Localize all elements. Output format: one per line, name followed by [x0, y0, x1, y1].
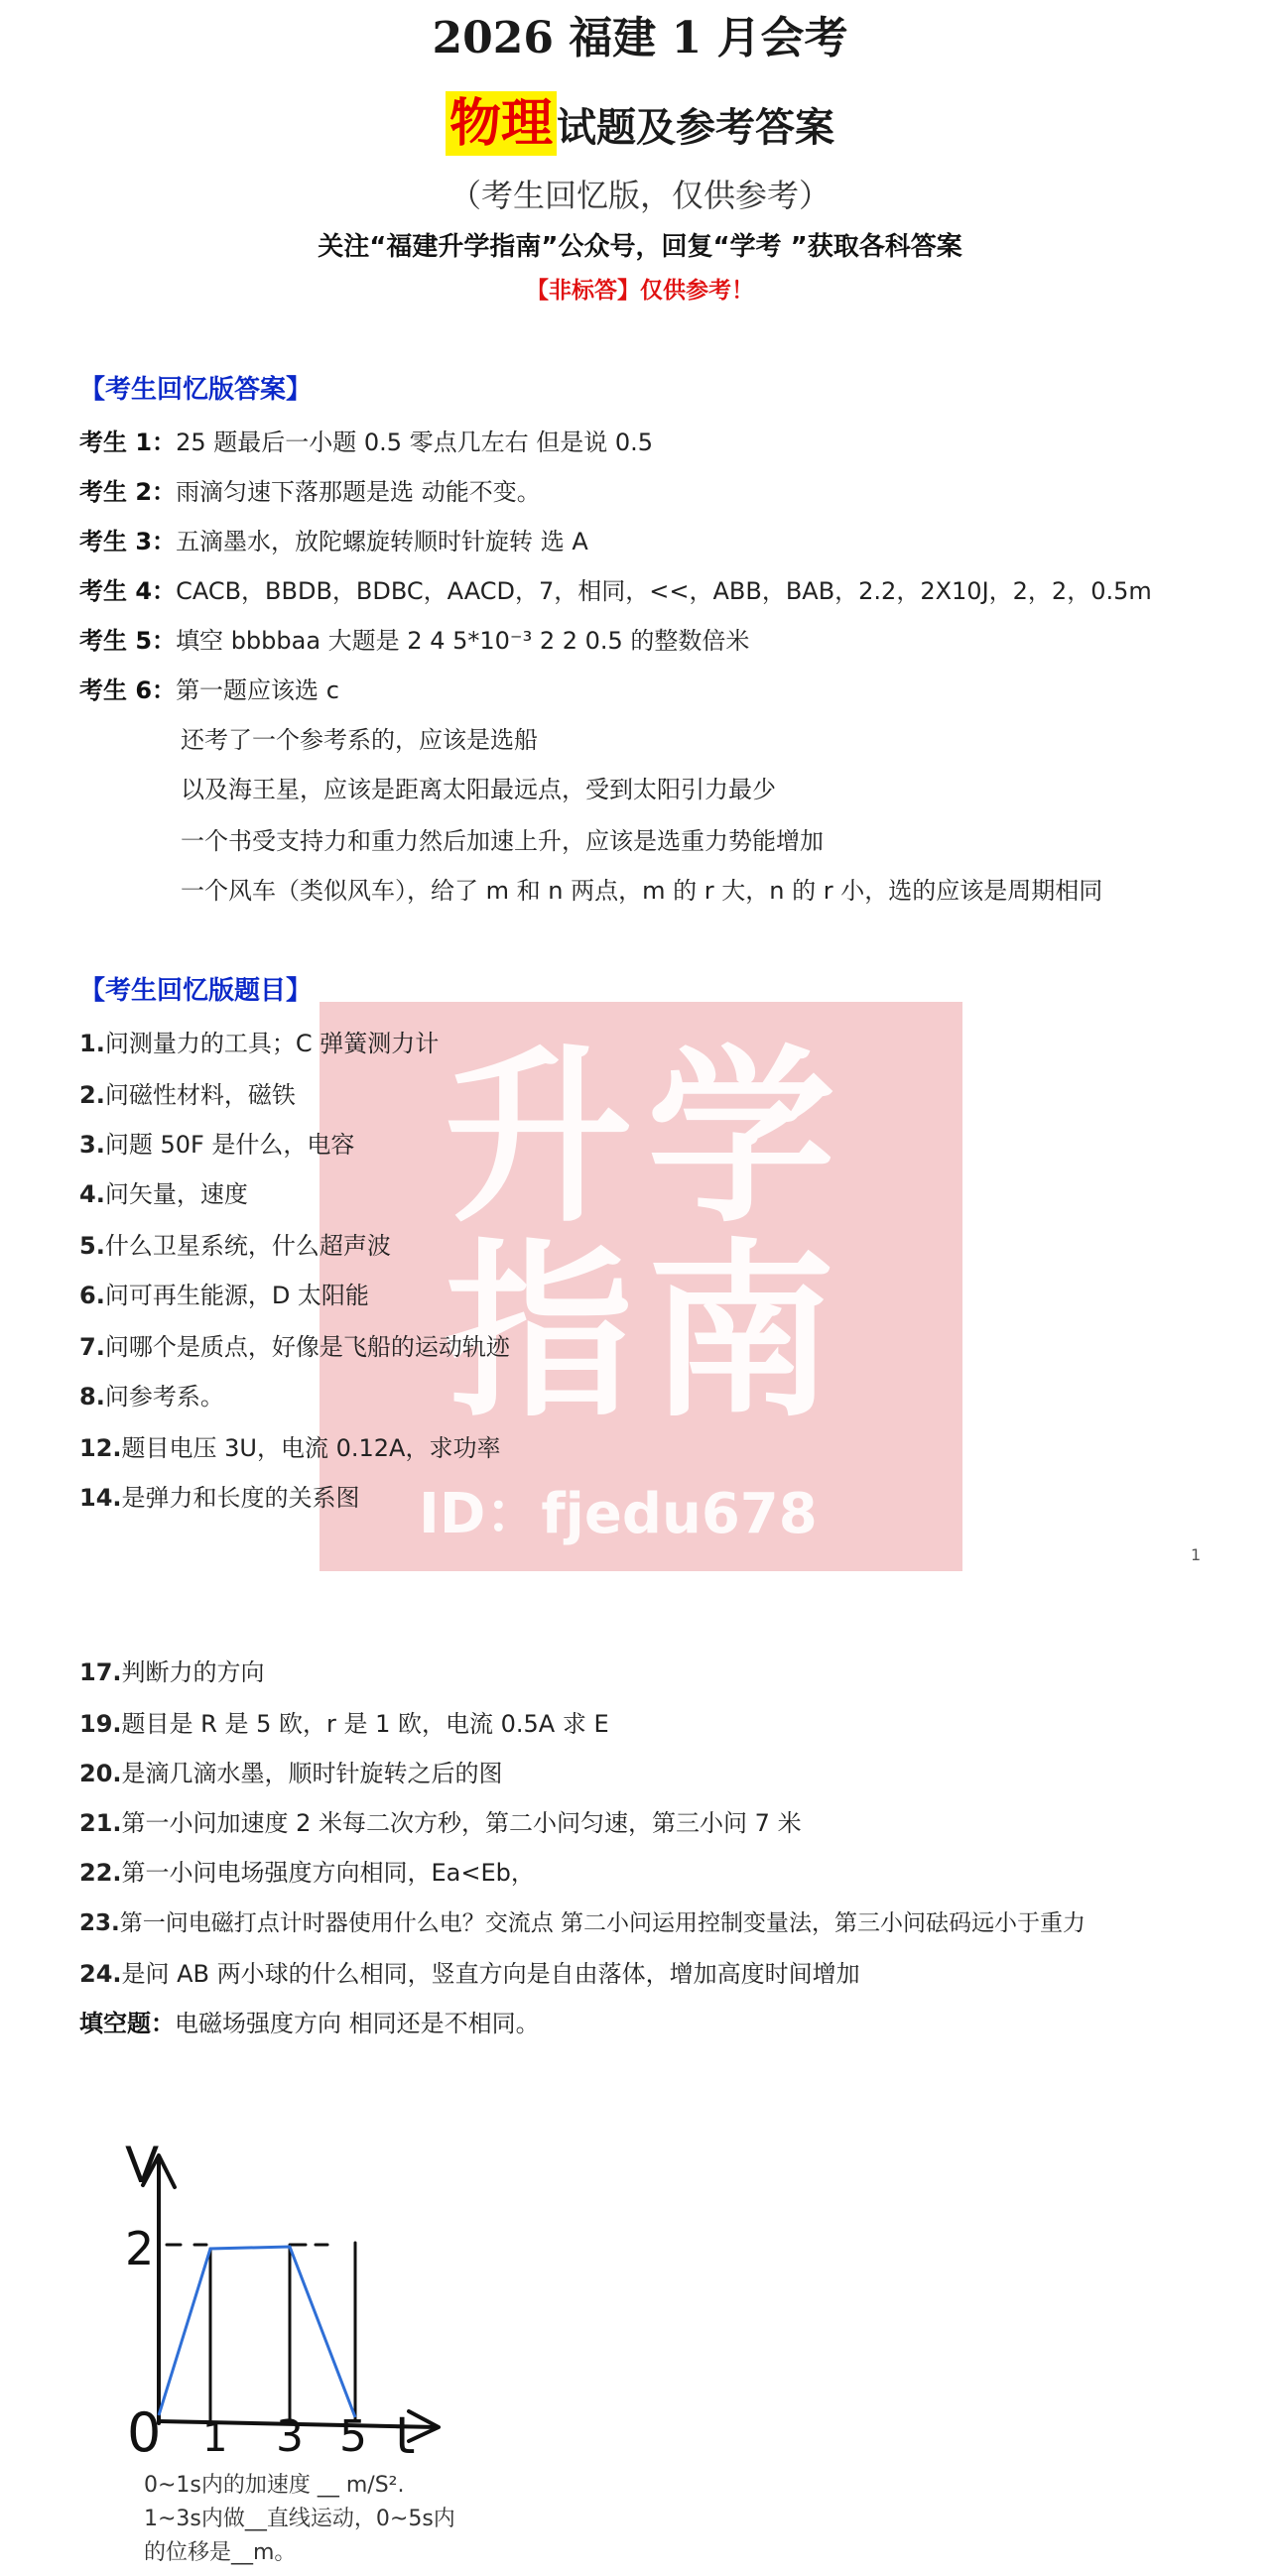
- question-number: 21.: [79, 1809, 122, 1837]
- question-text: 是滴几滴水墨，顺时针旋转之后的图: [121, 1760, 503, 1787]
- follow-note: 关注“福建升学指南”公众号，回复“学考 ”获取各科答案: [318, 232, 962, 262]
- answer-label: 考生 3：: [79, 528, 177, 555]
- question-text: 问磁性材料，磁铁: [104, 1081, 296, 1109]
- question-text: 题目电压 3U，电流 0.12A，求功率: [121, 1434, 501, 1462]
- question-text: 什么卫星系统，什么超声波: [104, 1232, 391, 1260]
- answer-text: 五滴墨水，放陀螺旋转顺时针旋转 选 A: [176, 528, 588, 555]
- answer-extra-line: 以及海王星，应该是距离太阳最远点，受到太阳引力最少: [181, 776, 776, 803]
- question-item: [79, 1428, 500, 1463]
- question-item: [79, 1478, 360, 1513]
- question-number: 6.: [79, 1282, 105, 1309]
- graph-caption-line: 1~3s内做__直线运动，0~5s内: [144, 2507, 455, 2531]
- question-text: 问测量力的工具；C 弹簧测力计: [104, 1030, 440, 1057]
- answer-text: 25 题最后一小题 0.5 零点几左右 但是说 0.5: [176, 429, 654, 456]
- x-tick-label: 1: [202, 2415, 228, 2455]
- y-axis-label: V: [125, 2138, 160, 2194]
- velocity-line: [159, 2247, 355, 2417]
- question-text: 判断力的方向: [121, 1658, 265, 1686]
- subtitle-rest: 试题及参考答案: [557, 104, 834, 151]
- answer-extra-line: 一个书受支持力和重力然后加速上升，应该是选重力势能增加: [181, 827, 824, 855]
- question-item: [79, 1904, 1086, 1937]
- answer-label: 考生 6：: [79, 676, 177, 704]
- question-text: 问哪个是质点，好像是飞船的运动轨迹: [104, 1333, 510, 1361]
- answers-heading: 【考生回忆版答案】: [79, 375, 313, 405]
- question-text: 问参考系。: [104, 1383, 224, 1411]
- answer-item: [79, 571, 1152, 606]
- answer-item: [79, 472, 541, 507]
- question-item: [79, 1174, 248, 1209]
- subject-highlight: 物理: [446, 91, 557, 156]
- question-text: 题目是 R 是 5 欧，r 是 1 欧，电流 0.5A 求 E: [121, 1710, 609, 1738]
- answer-item: [79, 423, 653, 457]
- x-axis-label: t: [395, 2406, 416, 2455]
- x-tick-label: 3: [276, 2411, 304, 2455]
- question-number: 5.: [79, 1232, 105, 1260]
- question-number: 24.: [79, 1960, 122, 1988]
- watermark: [320, 1002, 962, 1571]
- question-item: [79, 1125, 354, 1160]
- question-number: 23.: [79, 1910, 120, 1936]
- question-text: 第一小问电场强度方向相同，Ea<Eb，: [121, 1859, 535, 1887]
- question-text: 是问 AB 两小球的什么相同，竖直方向是自由落体，增加高度时间增加: [121, 1960, 860, 1988]
- recall-note: （考生回忆版，仅供参考）: [448, 177, 831, 214]
- question-text: 问可再生能源，D 太阳能: [104, 1282, 369, 1309]
- question-item: [79, 1377, 224, 1411]
- question-text: 问题 50F 是什么，电容: [104, 1131, 355, 1159]
- question-item: [79, 1024, 439, 1058]
- question-number: 3.: [79, 1131, 105, 1159]
- question-text: 第一问电磁打点计时器使用什么电？交流点 第二小问运用控制变量法，第三小问砝码远小于重力: [119, 1910, 1087, 1936]
- origin-label: 0: [127, 2401, 162, 2455]
- answer-extra-line: 还考了一个参考系的，应该是选船: [181, 726, 538, 754]
- question-number: 7.: [79, 1333, 105, 1361]
- question-item: [79, 1327, 510, 1362]
- answer-text: 填空 bbbbaa 大题是 2 4 5*10⁻³ 2 2 0.5 的整数倍米: [176, 627, 750, 655]
- answer-text: 雨滴匀速下落那题是选 动能不变。: [176, 478, 541, 506]
- question-text: 问矢量，速度: [104, 1180, 248, 1208]
- watermark-id: ID：fjedu678: [419, 1482, 818, 1546]
- fill-blank-label: 填空题：: [79, 2010, 175, 2037]
- fill-blank-item: [79, 2004, 540, 2038]
- answer-label: 考生 2：: [79, 478, 177, 506]
- question-item: [79, 1704, 609, 1739]
- question-item: [79, 1954, 860, 1989]
- graph-caption-line: 0~1s内的加速度 __ m/S².: [144, 2473, 405, 2498]
- disclaimer: 【非标答】仅供参考！: [526, 278, 754, 304]
- question-number: 1.: [79, 1030, 105, 1057]
- answer-label: 考生 4：: [79, 577, 177, 605]
- answer-text: 第一题应该选 c: [176, 676, 339, 704]
- question-item: [79, 1075, 296, 1110]
- answer-label: 考生 1：: [79, 429, 177, 456]
- page-number: 1: [1191, 1545, 1202, 1564]
- question-item: [79, 1754, 503, 1788]
- question-number: 17.: [79, 1658, 122, 1686]
- questions-heading: 【考生回忆版题目】: [79, 976, 313, 1006]
- question-item: [79, 1226, 391, 1261]
- page-title: 2026 福建 1 月会考: [432, 13, 848, 63]
- answer-item: [79, 671, 339, 705]
- watermark-logo-text: 升学指南: [444, 1029, 849, 1442]
- question-item: [79, 1853, 535, 1888]
- question-number: 4.: [79, 1180, 105, 1208]
- question-number: 14.: [79, 1484, 122, 1512]
- question-number: 12.: [79, 1434, 122, 1462]
- answer-item: [79, 522, 588, 556]
- fill-blank-text: 电磁场强度方向 相同还是不相同。: [175, 2010, 540, 2037]
- question-number: 19.: [79, 1710, 122, 1738]
- question-number: 2.: [79, 1081, 105, 1109]
- answer-text: CACB，BBDB，BDBC，AACD，7，相同，<<，ABB，BAB，2.2，2X10J，2，2，0.5m: [176, 577, 1152, 605]
- question-number: 20.: [79, 1760, 122, 1787]
- question-item: [79, 1803, 802, 1838]
- question-number: 8.: [79, 1383, 105, 1411]
- graph-caption-line: 的位移是__m。: [144, 2540, 297, 2565]
- subtitle: [0, 81, 1280, 156]
- answer-item: [79, 621, 749, 656]
- x-tick-label: 5: [339, 2411, 367, 2455]
- question-number: 22.: [79, 1859, 122, 1887]
- question-item: [79, 1276, 369, 1310]
- question-text: 是弹力和长度的关系图: [121, 1484, 360, 1512]
- y-tick-label: 2: [125, 2222, 155, 2275]
- answer-label: 考生 5：: [79, 627, 177, 655]
- question-text: 第一小问加速度 2 米每二次方秒，第二小问匀速，第三小问 7 米: [121, 1809, 802, 1837]
- velocity-time-graph: [119, 2138, 456, 2455]
- question-item: [79, 1653, 265, 1687]
- answer-extra-line: 一个风车（类似风车），给了 m 和 n 两点，m 的 r 大，n 的 r 小，选的应该是周期相同: [181, 877, 1103, 905]
